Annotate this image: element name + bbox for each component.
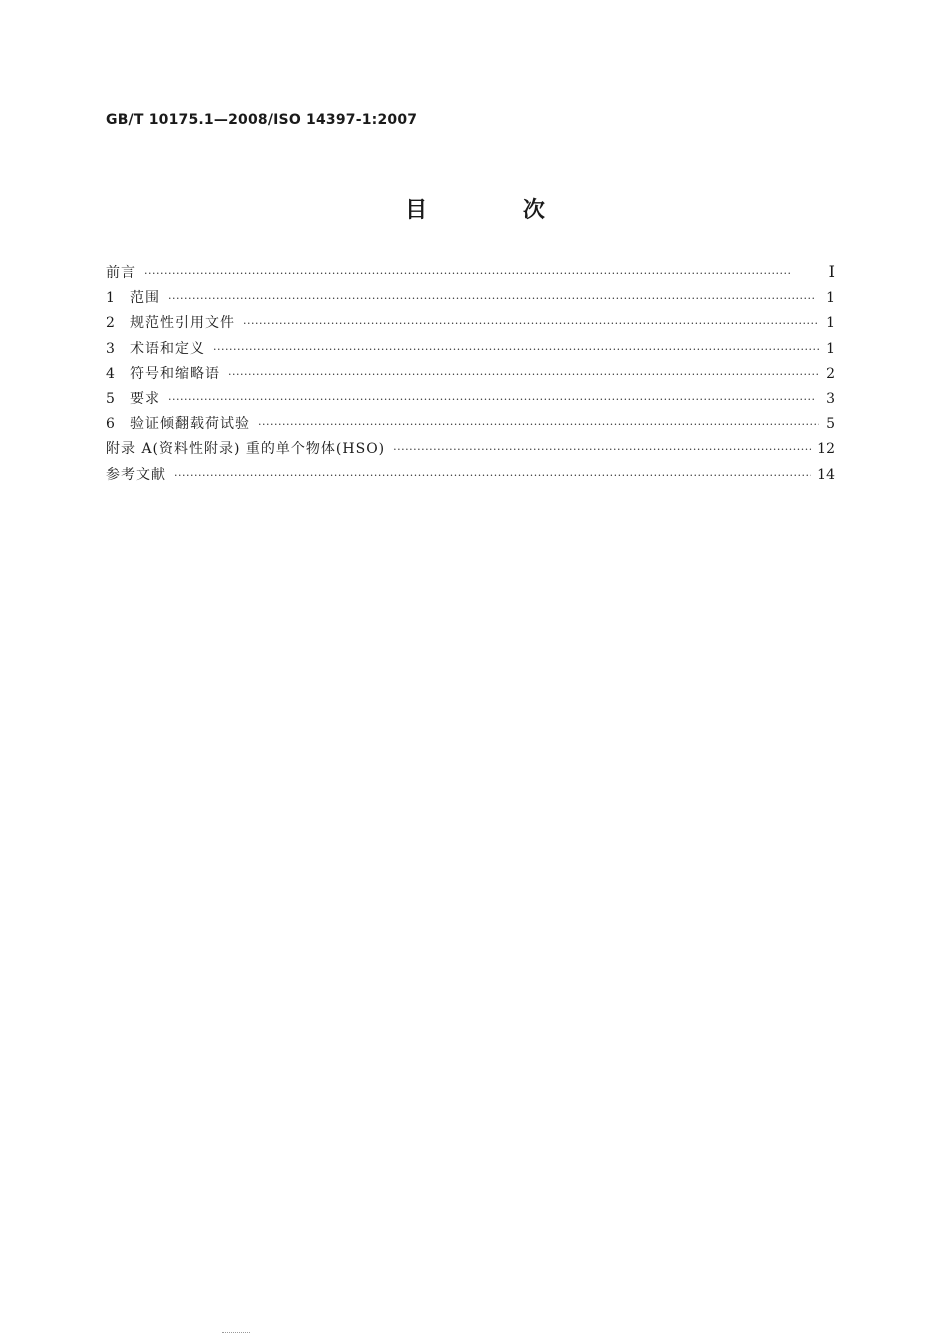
standard-number-header: GB/T 10175.1—2008/ISO 14397-1:2007 xyxy=(106,112,418,128)
toc-entry-number: 2 xyxy=(106,315,115,332)
toc-entry-page: 12 xyxy=(817,441,835,458)
table-of-contents xyxy=(106,262,835,489)
toc-entry-tip-over-test[interactable] xyxy=(106,413,835,438)
toc-entry-label: 术语和定义 xyxy=(130,340,205,357)
toc-entry-label: 要求 xyxy=(130,390,160,407)
toc-entry-page: 2 xyxy=(826,365,835,382)
toc-entry-bibliography[interactable] xyxy=(106,464,835,489)
toc-entry-label: 参考文献 xyxy=(106,466,166,483)
toc-entry-page: 1 xyxy=(826,290,835,307)
toc-leader-dots xyxy=(228,368,819,381)
toc-leader-dots xyxy=(174,469,811,482)
toc-entry-page: 3 xyxy=(826,390,835,407)
toc-entry-page: 1 xyxy=(826,315,835,332)
toc-entry-annex-a[interactable] xyxy=(106,438,835,463)
toc-entry-normative-references[interactable] xyxy=(106,312,835,337)
toc-entry-requirements[interactable] xyxy=(106,388,835,413)
toc-leader-dots xyxy=(168,292,819,305)
toc-leader-dots xyxy=(213,343,819,356)
toc-entry-label: 前言 xyxy=(106,265,136,281)
toc-leader-dots xyxy=(243,317,819,330)
toc-leader-dots xyxy=(258,418,819,431)
scan-artifact-mark xyxy=(222,1332,250,1335)
toc-entry-page: 14 xyxy=(817,466,835,483)
toc-entry-label: 规范性引用文件 xyxy=(130,315,235,332)
toc-entry-number: 1 xyxy=(106,290,115,307)
toc-leader-dots xyxy=(393,443,811,456)
toc-entry-label: 范围 xyxy=(130,290,160,307)
toc-entry-symbols-abbreviations[interactable] xyxy=(106,363,835,388)
toc-entry-number: 5 xyxy=(106,390,115,407)
toc-entry-label: 符号和缩略语 xyxy=(130,365,220,382)
toc-entry-page: 5 xyxy=(826,416,835,433)
toc-entry-number: 4 xyxy=(106,365,115,382)
toc-entry-label: 验证倾翻载荷试验 xyxy=(130,416,250,433)
page-title: 目 次 xyxy=(405,198,589,223)
toc-entry-foreword[interactable] xyxy=(106,262,835,287)
toc-entry-scope[interactable] xyxy=(106,287,835,312)
toc-entry-page: 1 xyxy=(826,340,835,357)
toc-leader-dots xyxy=(144,267,819,280)
toc-entry-terms-definitions[interactable] xyxy=(106,338,835,363)
toc-entry-page: Ⅰ xyxy=(828,262,835,281)
toc-entry-label: 附录 A(资料性附录) 重的单个物体(HSO) xyxy=(106,441,386,458)
toc-entry-number: 3 xyxy=(106,340,115,357)
toc-entry-number: 6 xyxy=(106,416,115,433)
toc-leader-dots xyxy=(168,393,819,406)
